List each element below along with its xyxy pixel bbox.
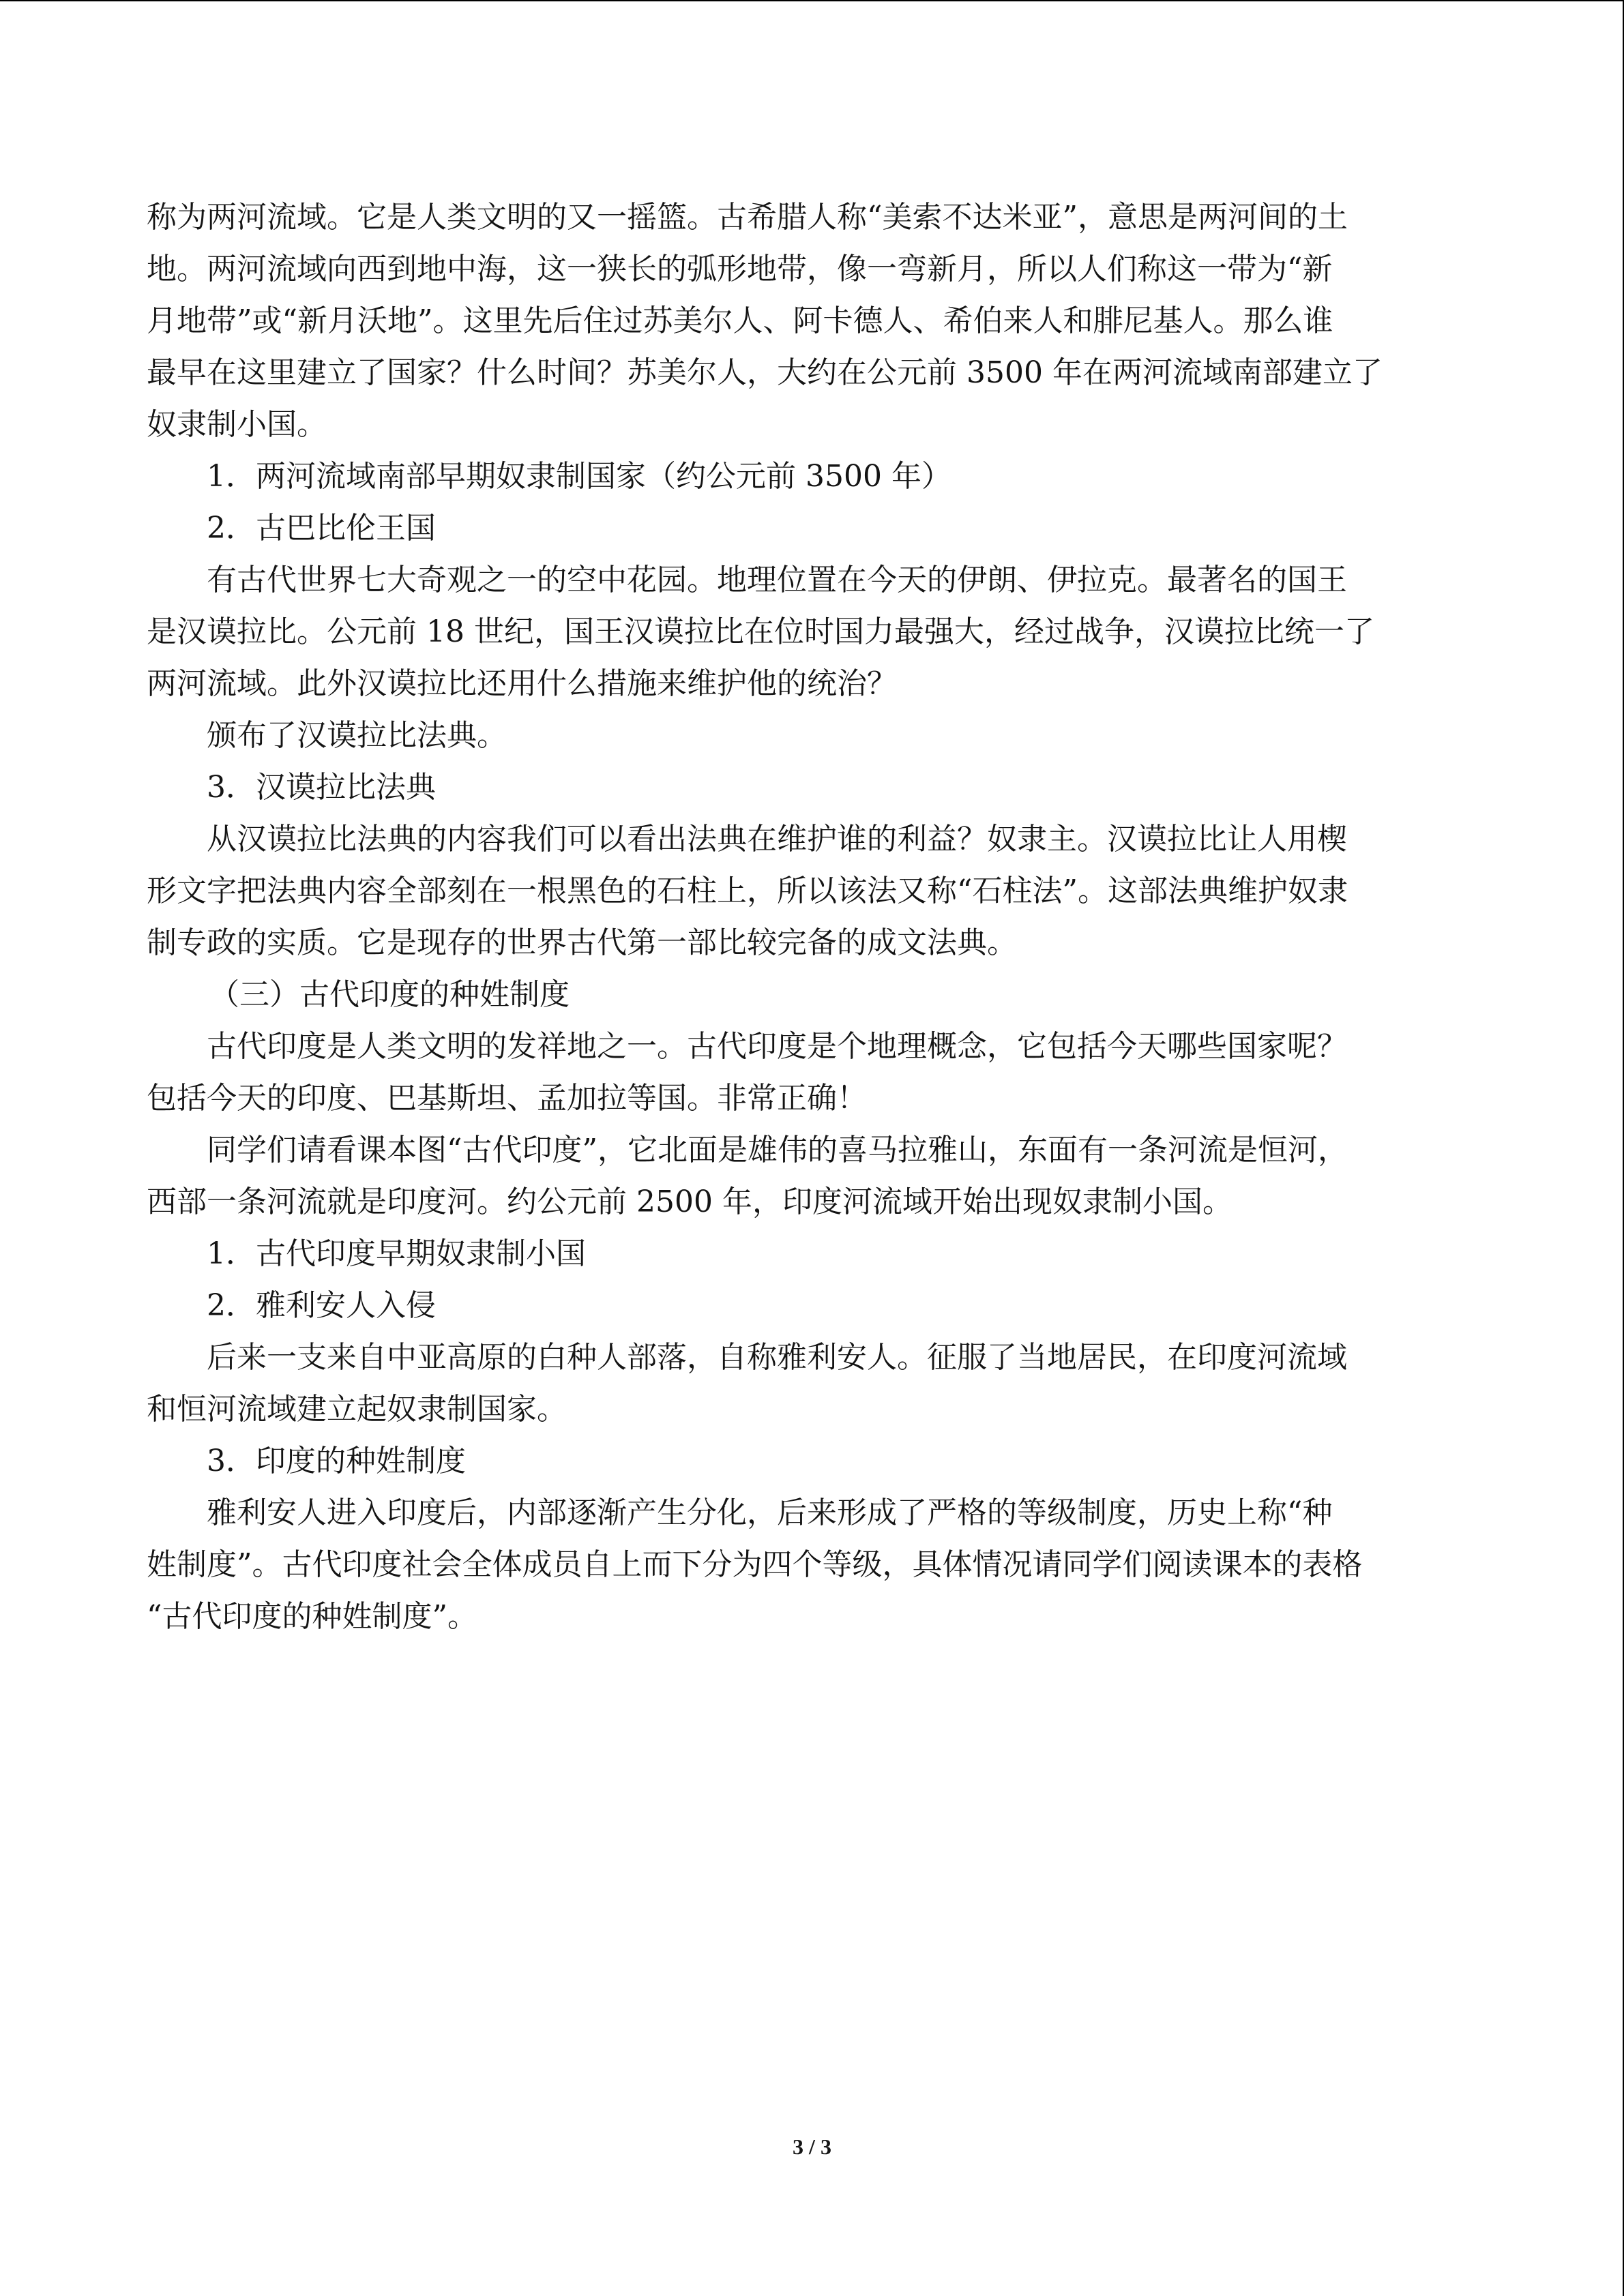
text-line: 形文字把法典内容全部刻在一根黑色的石柱上，所以该法又称“石柱法”。这部法典维护奴隶 bbox=[147, 874, 1348, 908]
text-line: 西部一条河流就是印度河。约公元前 2500 年，印度河流域开始出现奴隶制小国。 bbox=[147, 1184, 1232, 1219]
text-line: 称为两河流域。它是人类文明的又一摇篮。古希腊人称“美索不达米亚”，意思是两河间的土 bbox=[147, 200, 1348, 235]
text-line: 制专政的实质。它是现存的世界古代第一部比较完备的成文法典。 bbox=[147, 925, 1017, 960]
text-line: 最早在这里建立了国家？什么时间？苏美尔人，大约在公元前 3500 年在两河流域南部建立了 bbox=[147, 355, 1383, 390]
text-line: 颁布了汉谟拉比法典。 bbox=[207, 718, 507, 753]
text-line: 地。两河流域向西到地中海，这一狭长的弧形地带，像一弯新月，所以人们称这一带为“新 bbox=[147, 252, 1333, 286]
text-line: 月地带”或“新月沃地”。这里先后住过苏美尔人、阿卡德人、希伯来人和腓尼基人。那么谁 bbox=[147, 303, 1333, 338]
text-line: 3．汉谟拉比法典 bbox=[207, 770, 436, 805]
text-line: 1．两河流域南部早期奴隶制国家（约公元前 3500 年） bbox=[207, 459, 951, 494]
text-line: 后来一支来自中亚高原的白种人部落，自称雅利安人。征服了当地居民，在印度河流域 bbox=[207, 1340, 1347, 1375]
text-line: 古代印度是人类文明的发祥地之一。古代印度是个地理概念，它包括今天哪些国家呢？ bbox=[207, 1029, 1347, 1064]
text-line: 包括今天的印度、巴基斯坦、孟加拉等国。非常正确！ bbox=[147, 1081, 867, 1116]
text-line: 奴隶制小国。 bbox=[147, 407, 327, 442]
text-line: 两河流域。此外汉谟拉比还用什么措施来维护他的统治？ bbox=[147, 666, 897, 701]
text-line: 和恒河流域建立起奴隶制国家。 bbox=[147, 1392, 567, 1427]
text-line: 同学们请看课本图“古代印度”，它北面是雄伟的喜马拉雅山，东面有一条河流是恒河， bbox=[207, 1133, 1348, 1167]
text-line: 姓制度”。古代印度社会全体成员自上而下分为四个等级，具体情况请同学们阅读课本的表格 bbox=[147, 1547, 1363, 1582]
document-body bbox=[147, 200, 1480, 1652]
text-line: 2．雅利安人入侵 bbox=[207, 1288, 436, 1323]
text-line: 2．古巴比伦王国 bbox=[207, 511, 436, 546]
text-line: 1．古代印度早期奴隶制小国 bbox=[207, 1236, 586, 1271]
text-line: 有古代世界七大奇观之一的空中花园。地理位置在今天的伊朗、伊拉克。最著名的国王 bbox=[207, 563, 1347, 597]
text-line: 是汉谟拉比。公元前 18 世纪，国王汉谟拉比在位时国力最强大，经过战争，汉谟拉比统一了 bbox=[147, 614, 1374, 649]
text-line: 3．印度的种姓制度 bbox=[207, 1444, 466, 1478]
text-line: “古代印度的种姓制度”。 bbox=[147, 1599, 477, 1634]
text-line: 雅利安人进入印度后，内部逐渐产生分化，后来形成了严格的等级制度，历史上称“种 bbox=[207, 1495, 1333, 1530]
text-line: 从汉谟拉比法典的内容我们可以看出法典在维护谁的利益？奴隶主。汉谟拉比让人用楔 bbox=[207, 822, 1347, 856]
section-heading: （三）古代印度的种姓制度 bbox=[209, 977, 570, 1012]
page-number: 3 / 3 bbox=[793, 2134, 831, 2159]
